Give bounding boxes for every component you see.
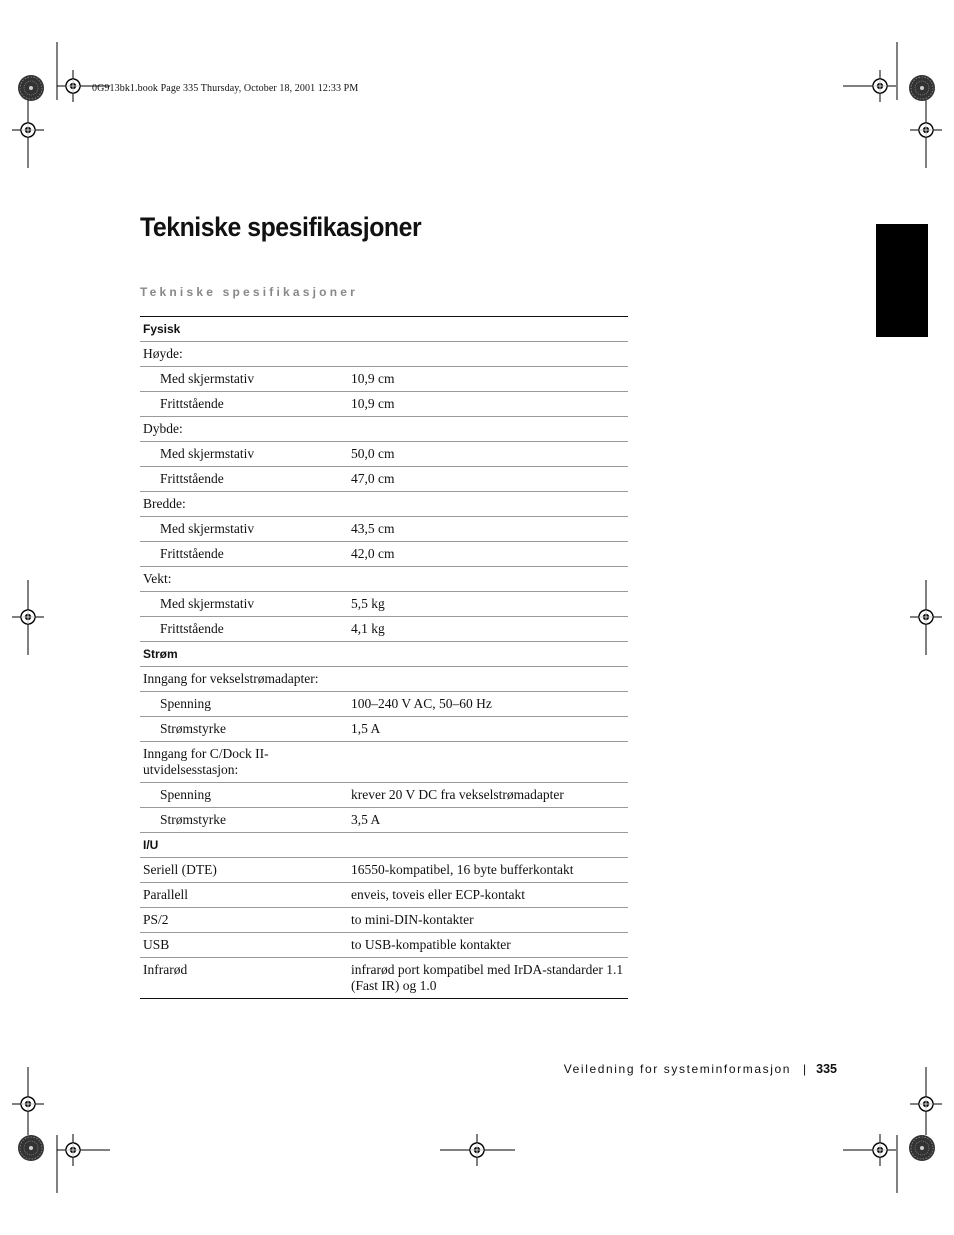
row-label: I/U bbox=[140, 833, 348, 858]
table-row bbox=[140, 442, 628, 467]
table-row bbox=[140, 592, 628, 617]
table-row bbox=[140, 417, 628, 442]
row-label: Frittstående bbox=[140, 617, 348, 642]
row-value: 16550-kompatibel, 16 byte bufferkontakt bbox=[348, 858, 628, 883]
row-value: 1,5 A bbox=[348, 717, 628, 742]
row-label: Med skjermstativ bbox=[140, 592, 348, 617]
row-value: 47,0 cm bbox=[348, 467, 628, 492]
table-row bbox=[140, 342, 628, 367]
table-section-row bbox=[140, 317, 628, 342]
table-row bbox=[140, 958, 628, 999]
table-row bbox=[140, 467, 628, 492]
table-row bbox=[140, 492, 628, 517]
chapter-tab bbox=[876, 224, 928, 337]
row-label: Inngang for vekselstrømadapter: bbox=[140, 667, 348, 692]
row-label: Frittstående bbox=[140, 467, 348, 492]
row-label: Parallell bbox=[140, 883, 348, 908]
row-value bbox=[348, 567, 628, 592]
table-row bbox=[140, 617, 628, 642]
row-value bbox=[348, 342, 628, 367]
row-value bbox=[348, 417, 628, 442]
row-value: 100–240 V AC, 50–60 Hz bbox=[348, 692, 628, 717]
table-row bbox=[140, 783, 628, 808]
row-label: Seriell (DTE) bbox=[140, 858, 348, 883]
table-section-row bbox=[140, 642, 628, 667]
row-value: 43,5 cm bbox=[348, 517, 628, 542]
spec-table bbox=[140, 316, 628, 999]
row-value: to USB-kompatible kontakter bbox=[348, 933, 628, 958]
row-label: Vekt: bbox=[140, 567, 348, 592]
page-footer bbox=[564, 1062, 837, 1076]
table-row bbox=[140, 567, 628, 592]
row-label: Med skjermstativ bbox=[140, 442, 348, 467]
row-value: 4,1 kg bbox=[348, 617, 628, 642]
row-value bbox=[348, 667, 628, 692]
table-row bbox=[140, 392, 628, 417]
page-title: Tekniske spesifikasjoner bbox=[140, 212, 422, 242]
table-caption: Tekniske spesifikasjoner bbox=[140, 285, 358, 299]
row-label: Strømstyrke bbox=[140, 808, 348, 833]
table-row bbox=[140, 858, 628, 883]
footer-guide-title: Veiledning for systeminformasjon bbox=[563, 1062, 792, 1076]
table-row bbox=[140, 933, 628, 958]
footer-separator: | bbox=[803, 1062, 807, 1076]
row-label: Bredde: bbox=[140, 492, 348, 517]
row-label: Strømstyrke bbox=[140, 717, 348, 742]
row-label: PS/2 bbox=[140, 908, 348, 933]
row-value bbox=[348, 742, 628, 783]
row-value: enveis, toveis eller ECP-kontakt bbox=[348, 883, 628, 908]
table-row bbox=[140, 908, 628, 933]
row-value: 10,9 cm bbox=[348, 367, 628, 392]
table-row bbox=[140, 692, 628, 717]
table-row bbox=[140, 717, 628, 742]
table-row bbox=[140, 808, 628, 833]
row-label: Frittstående bbox=[140, 542, 348, 567]
row-label: Infrarød bbox=[140, 958, 348, 999]
row-value: 50,0 cm bbox=[348, 442, 628, 467]
row-value: infrarød port kompatibel med IrDA-standarder 1.1 (Fast IR) og 1.0 bbox=[348, 958, 628, 999]
row-value: 5,5 kg bbox=[348, 592, 628, 617]
row-label: Høyde: bbox=[140, 342, 348, 367]
row-label: Strøm bbox=[140, 642, 348, 667]
row-value: to mini-DIN-kontakter bbox=[348, 908, 628, 933]
row-value: krever 20 V DC fra vekselstrømadapter bbox=[348, 783, 628, 808]
row-label: USB bbox=[140, 933, 348, 958]
table-section-row bbox=[140, 833, 628, 858]
row-label: Frittstående bbox=[140, 392, 348, 417]
row-value: 10,9 cm bbox=[348, 392, 628, 417]
row-label: Fysisk bbox=[140, 317, 348, 342]
row-label: Inngang for C/Dock II-utvidelsesstasjon: bbox=[140, 742, 348, 783]
table-row bbox=[140, 742, 628, 783]
print-header: 0G913bk1.book Page 335 Thursday, October 18, 2001 12:33 PM bbox=[92, 83, 359, 94]
row-value bbox=[348, 317, 628, 342]
row-value bbox=[348, 492, 628, 517]
row-value: 3,5 A bbox=[348, 808, 628, 833]
row-label: Dybde: bbox=[140, 417, 348, 442]
table-row bbox=[140, 542, 628, 567]
row-label: Med skjermstativ bbox=[140, 367, 348, 392]
row-value bbox=[348, 642, 628, 667]
table-row bbox=[140, 667, 628, 692]
row-value bbox=[348, 833, 628, 858]
row-label: Spenning bbox=[140, 692, 348, 717]
row-label: Med skjermstativ bbox=[140, 517, 348, 542]
table-row bbox=[140, 517, 628, 542]
page-number: 335 bbox=[816, 1062, 837, 1076]
row-label: Spenning bbox=[140, 783, 348, 808]
row-value: 42,0 cm bbox=[348, 542, 628, 567]
table-row bbox=[140, 367, 628, 392]
table-row bbox=[140, 883, 628, 908]
